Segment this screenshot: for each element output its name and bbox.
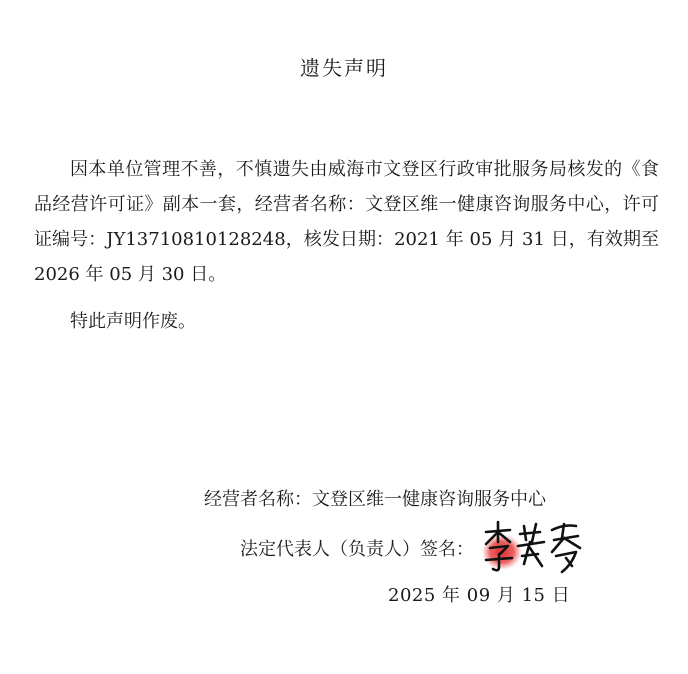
body-paragraph-void: 特此声明作废。: [70, 311, 196, 332]
document-title: 遗失声明: [300, 56, 388, 80]
body-paragraph-main: 因本单位管理不善，不慎遗失由威海市文登区行政审批服务局核发的《食品经营许可证》副本一套，经营者名称：文登区维一健康咨询服务中心，许可证编号：JY13710810128248，核发日期：2021 年 05 月 31 日，有效期至 2026 年 05 月 30 日。: [34, 159, 659, 285]
document-body: [34, 152, 659, 339]
signoff-date: 2025 年 09 月 15 日: [388, 585, 571, 606]
handwritten-signature: [480, 518, 592, 576]
representative-signature-label: 法定代表人（负责人）签名：: [240, 539, 474, 560]
operator-name-line: 经营者名称：文登区维一健康咨询服务中心: [204, 489, 546, 510]
